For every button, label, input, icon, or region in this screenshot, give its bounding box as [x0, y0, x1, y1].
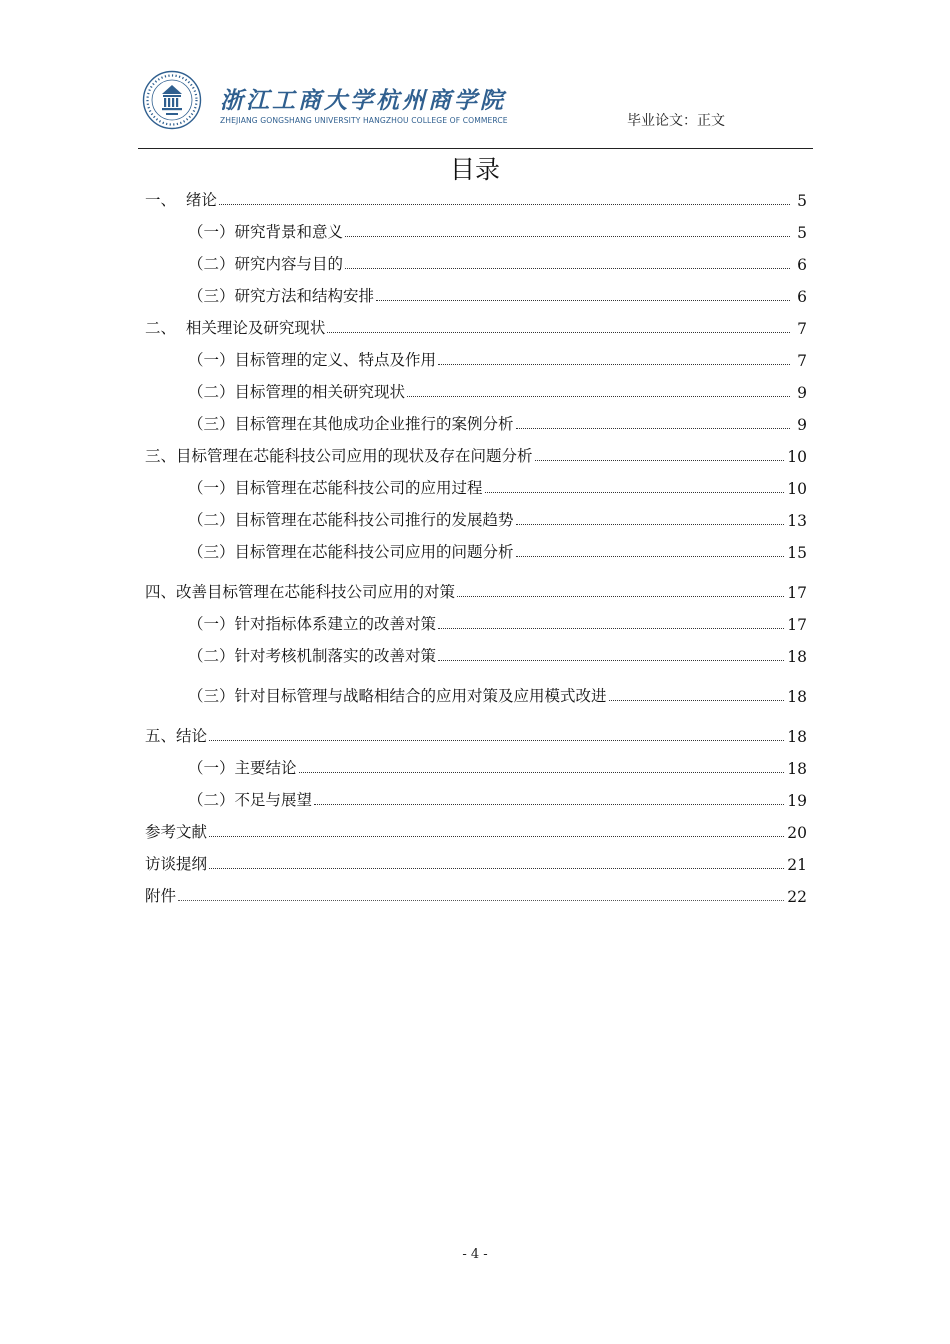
toc-entry-page: 5: [797, 192, 807, 210]
toc-entry-section[interactable]: [188, 474, 807, 498]
toc-entry-text: 附件: [145, 887, 177, 905]
toc-entry-section[interactable]: [188, 218, 807, 242]
toc-entry-text: 三、目标管理在芯能科技公司应用的现状及存在问题分析: [145, 447, 533, 465]
toc-entry-section[interactable]: [188, 682, 807, 706]
toc-leader-dots: [314, 804, 784, 805]
toc-entry-page: 18: [787, 648, 807, 666]
toc-entry-text: 四、改善目标管理在芯能科技公司应用的对策: [145, 583, 456, 601]
toc-leader-dots: [438, 628, 784, 629]
toc-entry-page: 7: [797, 352, 807, 370]
toc-entry-text: 二、 相关理论及研究现状: [145, 319, 326, 337]
toc-entry-chapter[interactable]: [145, 818, 807, 842]
header-divider: [138, 148, 813, 149]
toc-entry-text: （三）研究方法和结构安排: [188, 287, 375, 305]
toc-leader-dots: [516, 428, 790, 429]
toc-entry-text: 一、 绪论: [145, 191, 217, 209]
toc-title: 目录: [449, 155, 500, 184]
toc-entry-page: 20: [787, 824, 807, 842]
toc-leader-dots: [209, 740, 784, 741]
toc-entry-text: （二）目标管理的相关研究现状: [188, 383, 406, 401]
toc-entry-chapter[interactable]: [145, 578, 807, 602]
toc-entry-text: 参考文献: [145, 823, 208, 841]
toc-entry-text: （一）研究背景和意义: [188, 223, 344, 241]
toc-entry-page: 17: [787, 584, 807, 602]
toc-entry-section[interactable]: [188, 538, 807, 562]
page-number: - 4 -: [462, 1247, 488, 1262]
toc-entry-page: 18: [787, 688, 807, 706]
toc-entry-page: 9: [797, 384, 807, 402]
toc-entry-section[interactable]: [188, 410, 807, 434]
toc-leader-dots: [609, 700, 785, 701]
toc-entry-chapter[interactable]: [145, 442, 807, 466]
toc-entry-page: 10: [787, 480, 807, 498]
toc-entry-page: 18: [787, 760, 807, 778]
toc-entry-text: 访谈提纲: [145, 855, 208, 873]
toc-entry-text: （一）主要结论: [188, 759, 297, 777]
university-wordmark: [220, 88, 508, 125]
toc-entry-section[interactable]: [188, 250, 807, 274]
toc-entry-section[interactable]: [188, 754, 807, 778]
toc-leader-dots: [438, 364, 790, 365]
toc-leader-dots: [209, 836, 784, 837]
toc-entry-chapter[interactable]: [145, 882, 807, 906]
toc-entry-page: 9: [797, 416, 807, 434]
toc-entry-page: 19: [787, 792, 807, 810]
toc-entry-page: 17: [787, 616, 807, 634]
toc-entry-text: （一）针对指标体系建立的改善对策: [188, 615, 437, 633]
toc-entry-page: 15: [787, 544, 807, 562]
toc-entry-page: 5: [797, 224, 807, 242]
toc-entry-text: （二）目标管理在芯能科技公司推行的发展趋势: [188, 511, 514, 529]
toc-entry-section[interactable]: [188, 506, 807, 530]
toc-leader-dots: [516, 556, 785, 557]
toc-leader-dots: [516, 524, 785, 525]
toc-entry-section[interactable]: [188, 786, 807, 810]
toc-entry-chapter[interactable]: [145, 722, 807, 746]
toc-entry-page: 21: [787, 856, 807, 874]
toc-leader-dots: [457, 596, 784, 597]
toc-leader-dots: [209, 868, 784, 869]
university-name-cn: 浙江工商大学杭州商学院: [220, 87, 506, 114]
toc-entry-text: （一）目标管理在芯能科技公司的应用过程: [188, 479, 483, 497]
toc-entry-text: （二）不足与展望: [188, 791, 313, 809]
toc-entry-chapter[interactable]: [145, 850, 807, 874]
toc-entry-page: 18: [787, 728, 807, 746]
toc-entry-section[interactable]: [188, 642, 807, 666]
toc-entry-text: （二）针对考核机制落实的改善对策: [188, 647, 437, 665]
university-name-en: ZHEJIANG GONGSHANG UNIVERSITY HANGZHOU COLLEGE OF COMMERCE: [220, 116, 508, 125]
toc-entry-page: 7: [797, 320, 807, 338]
toc-entry-text: （三）针对目标管理与战略相结合的应用对策及应用模式改进: [188, 687, 607, 705]
toc-leader-dots: [535, 460, 785, 461]
toc-entry-text: （三）目标管理在芯能科技公司应用的问题分析: [188, 543, 514, 561]
toc-leader-dots: [485, 492, 785, 493]
toc-leader-dots: [345, 268, 790, 269]
toc-leader-dots: [178, 900, 784, 901]
toc-entry-page: 10: [787, 448, 807, 466]
toc-entry-chapter[interactable]: [145, 186, 807, 210]
toc-entry-page: 22: [787, 888, 807, 906]
toc-entry-text: （一）目标管理的定义、特点及作用: [188, 351, 437, 369]
toc-entry-section[interactable]: [188, 346, 807, 370]
document-type-label: 毕业论文：正文: [627, 113, 725, 129]
toc-leader-dots: [438, 660, 784, 661]
toc-leader-dots: [376, 300, 790, 301]
page-header: [138, 62, 813, 150]
toc-entry-text: （三）目标管理在其他成功企业推行的案例分析: [188, 415, 514, 433]
toc-entry-text: （二）研究内容与目的: [188, 255, 344, 273]
toc-leader-dots: [299, 772, 785, 773]
toc-entry-page: 6: [797, 288, 807, 306]
toc-entry-page: 13: [787, 512, 807, 530]
toc-entry-page: 6: [797, 256, 807, 274]
toc-entry-chapter[interactable]: [145, 314, 807, 338]
toc-leader-dots: [345, 236, 790, 237]
toc-leader-dots: [327, 332, 790, 333]
toc-entry-text: 五、结论: [145, 727, 208, 745]
toc-leader-dots: [219, 204, 790, 205]
university-seal-logo: [142, 70, 202, 130]
toc-entry-section[interactable]: [188, 610, 807, 634]
toc-leader-dots: [407, 396, 790, 397]
toc-entry-section[interactable]: [188, 282, 807, 306]
toc-entry-section[interactable]: [188, 378, 807, 402]
